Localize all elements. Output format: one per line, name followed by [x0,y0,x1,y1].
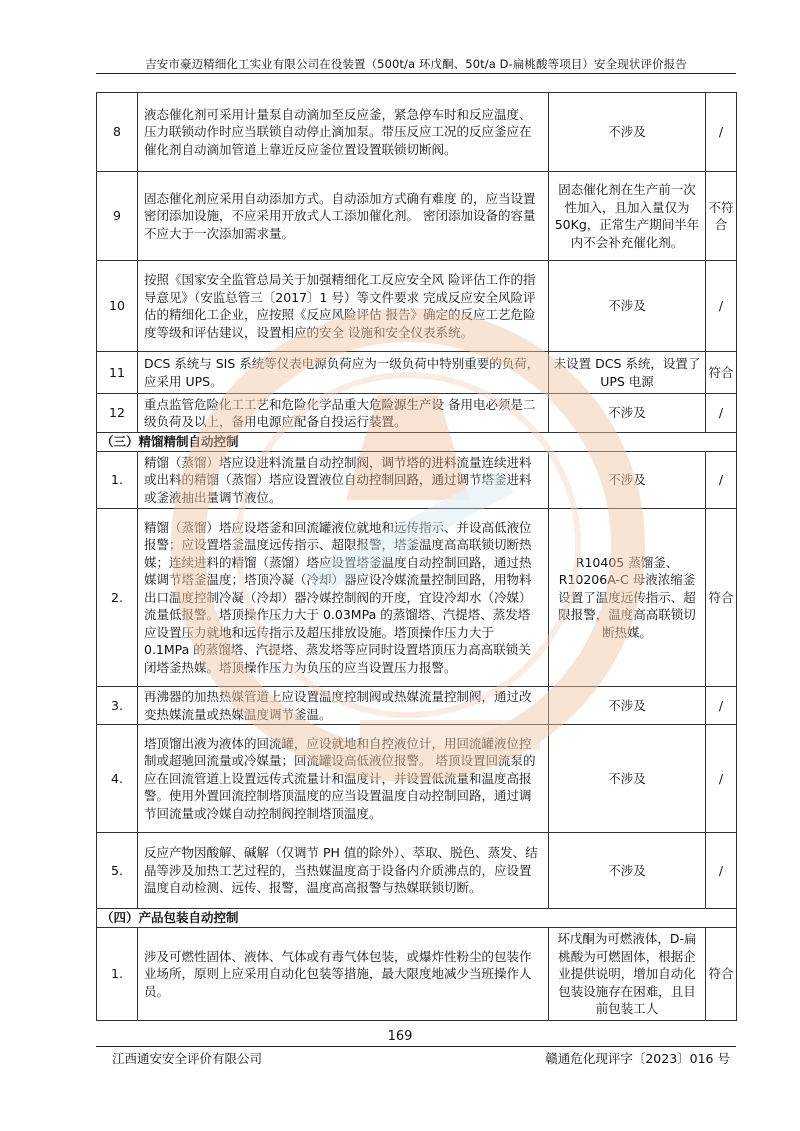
fact-cell: 不涉及 [549,261,706,352]
row-number: 11 [97,352,138,394]
fact-cell: 不涉及 [549,93,706,172]
result-cell: / [706,687,737,725]
requirement-cell: 涉及可燃性固体、液体、气体或有毒气体包装，或爆炸性粉尘的包装作业场所，原则上应采用自动化包装等措施，最大限度地减少当班操作人员。 [138,928,549,1021]
table-row [97,687,737,725]
table-row [97,394,737,433]
requirement-cell: 反应产物因酸解、碱解（仅调节 PH 值的除外）、萃取、脱色、蒸发、结晶等涉及加热工艺过程的，当热媒温度高于设备内介质沸点的，应设置温度自动检测、远传、报警，温度高高报警与热媒联锁切断。 [138,833,549,909]
row-number: 9 [97,172,138,261]
requirement-cell: 固态催化剂应采用自动添加方式。自动添加方式确有难度 的，应当设置密闭添加设施，不应采用开放式人工添加催化剂。 密闭添加设备的容量不应大于一次添加需求量。 [138,172,549,261]
page-header-title: 吉安市豪迈精细化工实业有限公司在役装置（500t/a 环戊酮、50t/a D-扁桃酸等项目）安全现状评价报告 [145,57,687,71]
requirement-cell: 塔顶馏出液为液体的回流罐，应设就地和自控液位计，用回流罐液位控制或超驰回流量或冷媒量；回流罐设高低液位报警。 塔顶设置回流泵的应在回流管道上设置远传式流量计和温度计，并设置低流量和温度高报警。使用外置回流控制塔顶温度的应当设置温度自动控制回路，通过调节回流量或冷媒自动控制阀控制塔顶温度。 [138,725,549,833]
row-number: 2. [97,509,138,687]
table-row [97,452,737,509]
footer-rule [96,1046,736,1047]
row-number: 1. [97,452,138,509]
table-row [97,93,737,172]
table-row [97,172,737,261]
requirement-cell: 液态催化剂可采用计量泵自动滴加至反应釜，紧急停车时和反应温度、压力联锁动作时应当联锁自动停止滴加泵。带压反应工况的反应釜应在催化剂自动滴加管道上靠近反应釜位置设置联锁切断阀。 [138,93,549,172]
result-cell: 符合 [706,352,737,394]
section-row [97,433,737,452]
result-cell: / [706,261,737,352]
fact-cell: 不涉及 [549,687,706,725]
table-row [97,725,737,833]
row-number: 10 [97,261,138,352]
header-rule [96,73,736,74]
requirement-cell: 重点监管危险化工工艺和危险化学品重大危险源生产设 备用电必须是二级负荷及以上，备用电源应配备自投运行装置。 [138,394,549,433]
row-number: 12 [97,394,138,433]
fact-cell: R10405 蒸馏釜、R10206A-C 母液浓缩釜设置了温度远传指示、超限报警，温度高高联锁切断热媒。 [549,509,706,687]
table-row [97,261,737,352]
result-cell: / [706,452,737,509]
result-cell: 符合 [706,509,737,687]
row-number: 4. [97,725,138,833]
table-row [97,352,737,394]
result-cell: 符合 [706,928,737,1021]
fact-cell: 不涉及 [549,833,706,909]
table-row [97,833,737,909]
table-row [97,509,737,687]
fact-cell: 不涉及 [549,452,706,509]
footer-company: 江西通安安全评价有限公司 [112,1051,263,1066]
row-number: 5. [97,833,138,909]
result-cell: / [706,93,737,172]
requirement-cell: 按照《国家安全监管总局关于加强精细化工反应安全风 险评估工作的指导意见》（安监总管三〔2017〕1 号）等文件要求 完成反应安全风险评估的精细化工企业，应按照《反应风险评估 报告》确定的反应工艺危险度等级和评估建议，设置相应的安全 设施和安全仪表系统。 [138,261,549,352]
requirement-cell: DCS 系统与 SIS 系统等仪表电源负荷应为一级负荷中特别重要的负荷，应采用 UPS。 [138,352,549,394]
row-number: 1. [97,928,138,1021]
result-cell: / [706,394,737,433]
section-heading: （四）产品包装自动控制 [97,909,737,928]
fact-cell: 未设置 DCS 系统，设置了 UPS 电源 [549,352,706,394]
table-row [97,928,737,1021]
fact-cell: 不涉及 [549,725,706,833]
requirement-cell: 再沸器的加热热媒管道上应设置温度控制阀或热媒流量控制阀，通过改变热媒流量或热媒温度调节釜温。 [138,687,549,725]
fact-cell: 固态催化剂在生产前一次性加入，且加入量仅为 50Kg，正常生产期间半年内不会补充催化剂。 [549,172,706,261]
fact-cell: 环戊酮为可燃液体，D-扁桃酸为可燃固体，根据企业提供说明，增加自动化包装设施存在困难，且目前包装工人 [549,928,706,1021]
row-number: 3. [97,687,138,725]
requirement-cell: 精馏（蒸馏）塔应设塔釜和回流罐液位就地和远传指示、并设高低液位报警；应设置塔釜温度远传指示、超限报警，塔釜温度高高联锁切断热媒；连续进料的精馏（蒸馏）塔应设置塔釜温度自动控制回路，通过热媒调节塔釜温度；塔顶冷凝（冷却）器应设冷媒流量控制回路，用物料出口温度控制冷凝（冷却）器冷媒控制阀的开度，宜设冷却水（冷媒）流量低报警。塔顶操作压力大于 0.03MPa 的蒸馏塔、汽提塔、蒸发塔应设置压力就地和远传指示及超压排放设施。塔顶操作压力大于 0.1MPa 的蒸馏塔、汽提塔、蒸发塔等应同时设置塔顶压力高高联锁关闭塔釜热媒。塔顶操作压力为负压的应当设置压力报警。 [138,509,549,687]
result-cell: 不符合 [706,172,737,261]
result-cell: / [706,725,737,833]
footer-report-number: 赣通危化现评字〔2023〕016 号 [545,1051,730,1066]
section-row [97,909,737,928]
evaluation-table [96,92,737,1021]
page-number: 169 [387,1029,413,1044]
section-heading: （三）精馏精制自动控制 [97,433,737,452]
result-cell: / [706,833,737,909]
row-number: 8 [97,93,138,172]
requirement-cell: 精馏（蒸馏）塔应设进料流量自动控制阀，调节塔的进料流量连续进料或出料的精馏（蒸馏）塔应设置液位自动控制回路，通过调节塔釜进料或釜液抽出量调节液位。 [138,452,549,509]
fact-cell: 不涉及 [549,394,706,433]
